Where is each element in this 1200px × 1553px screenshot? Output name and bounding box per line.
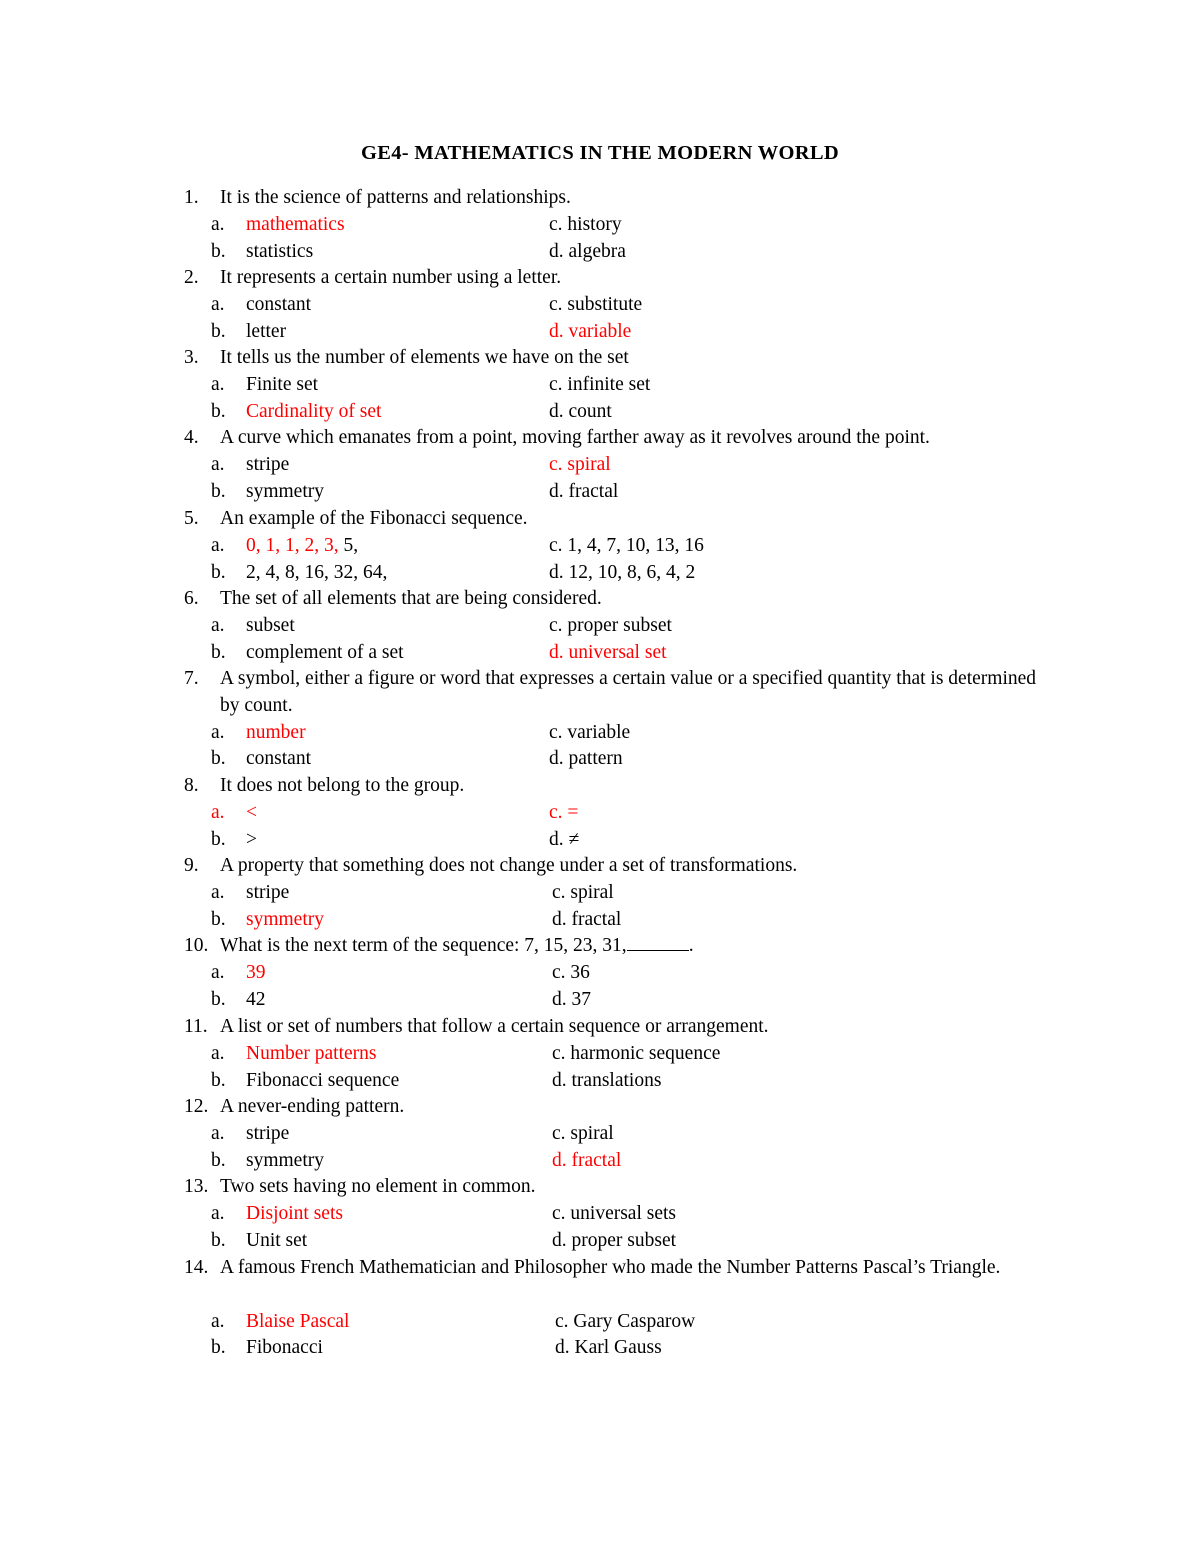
option-text bbox=[246, 1121, 289, 1148]
question-text bbox=[220, 506, 1040, 533]
option-d: d. 37 bbox=[552, 988, 591, 1010]
option-value: Unit set bbox=[246, 1229, 308, 1251]
option-text bbox=[246, 399, 381, 426]
question-text bbox=[220, 265, 1040, 292]
option-c: c. substitute bbox=[549, 293, 643, 315]
option-value: Fibonacci bbox=[246, 1337, 323, 1359]
question-text: What is the next term of the sequence: 7, 15, 23, 31, . bbox=[220, 935, 694, 956]
option-text bbox=[246, 560, 387, 587]
question-text bbox=[220, 1014, 1040, 1041]
question-stem: A curve which emanates from a point, moving farther away as it revolves around the point. bbox=[220, 427, 930, 448]
option-d-correct: d. variable bbox=[549, 320, 632, 342]
correct-answer: symmetry bbox=[246, 908, 324, 930]
question-text bbox=[220, 1094, 1040, 1121]
option-letter: a. bbox=[211, 721, 225, 743]
option-value: letter bbox=[246, 320, 287, 342]
question-stem: A property that something does not change under a set of transformations. bbox=[220, 855, 798, 876]
question-stem: A never-ending pattern. bbox=[220, 1096, 405, 1117]
option-value: Fibonacci sequence bbox=[246, 1069, 400, 1091]
option-c: c. spiral bbox=[552, 1122, 614, 1144]
question-number: 8. bbox=[184, 775, 199, 796]
option-d: d. ≠ bbox=[549, 828, 580, 850]
option-d: d. pattern bbox=[549, 748, 623, 770]
correct-answer: mathematics bbox=[246, 213, 345, 235]
question-number: 10. bbox=[184, 935, 209, 956]
question-stem: A list or set of numbers that follow a certain sequence or arrangement. bbox=[220, 1016, 769, 1037]
option-letter: a. bbox=[211, 614, 225, 636]
question-number: 2. bbox=[184, 267, 199, 288]
question-stem: It tells us the number of elements we have on the set bbox=[220, 347, 629, 368]
option-letter: b. bbox=[211, 400, 226, 422]
option-letter: a. bbox=[211, 1122, 225, 1144]
option-value: statistics bbox=[246, 240, 314, 262]
option-letter: b. bbox=[211, 320, 226, 342]
option-text bbox=[246, 1309, 349, 1336]
correct-answer: Cardinality of set bbox=[246, 400, 382, 422]
option-letter: b. bbox=[211, 1149, 226, 1171]
question-number: 9. bbox=[184, 855, 199, 876]
option-value: constant bbox=[246, 293, 311, 315]
option-letter: a. bbox=[211, 293, 225, 315]
option-letter: a. bbox=[211, 1042, 225, 1064]
option-text bbox=[246, 292, 311, 319]
option-c: c. variable bbox=[549, 721, 631, 743]
option-letter: b. bbox=[211, 988, 226, 1010]
option-c: c. infinite set bbox=[549, 373, 651, 395]
option-d: d. translations bbox=[552, 1069, 662, 1091]
option-c: c. spiral bbox=[552, 881, 614, 903]
option-d: d. proper subset bbox=[552, 1229, 677, 1251]
question-number: 11. bbox=[184, 1016, 208, 1037]
option-d: d. count bbox=[549, 400, 612, 422]
question-number: 1. bbox=[184, 187, 199, 208]
question-stem: The set of all elements that are being considered. bbox=[220, 588, 602, 609]
option-letter: a. bbox=[211, 373, 225, 395]
option-text bbox=[246, 239, 313, 266]
question-text bbox=[220, 345, 1040, 372]
question-number: 3. bbox=[184, 347, 199, 368]
question-stem: A famous French Mathematician and Philosopher who made the Number Patterns Pascal’s Triangle. bbox=[220, 1257, 1001, 1278]
question-stem: It is the science of patterns and relationships. bbox=[220, 187, 571, 208]
question-stem: A symbol, either a figure or word that expresses a certain value or a specified quantity that is determined by count. bbox=[220, 668, 1037, 716]
option-letter: b. bbox=[211, 1337, 226, 1359]
option-value: stripe bbox=[246, 453, 290, 475]
option-value: symmetry bbox=[246, 480, 324, 502]
question-number: 6. bbox=[184, 588, 199, 609]
option-letter: a. bbox=[211, 801, 225, 823]
option-d: d. fractal bbox=[552, 908, 622, 930]
option-d: d. 12, 10, 8, 6, 4, 2 bbox=[549, 561, 696, 583]
option-text bbox=[246, 880, 289, 907]
option-value: subset bbox=[246, 614, 295, 636]
option-value: > bbox=[246, 828, 257, 850]
question-stem: It represents a certain number using a letter. bbox=[220, 267, 562, 288]
question-number: 5. bbox=[184, 508, 199, 529]
option-c: c. 36 bbox=[552, 961, 590, 983]
correct-answer: < bbox=[246, 801, 257, 823]
option-text bbox=[246, 960, 266, 987]
option-c: c. harmonic sequence bbox=[552, 1042, 721, 1064]
option-text bbox=[246, 640, 404, 667]
option-c: c. history bbox=[549, 213, 622, 235]
question-text bbox=[220, 853, 1040, 880]
option-text bbox=[246, 1148, 324, 1175]
option-text bbox=[246, 1228, 307, 1255]
option-text bbox=[246, 319, 286, 346]
option-letter: b. bbox=[211, 480, 226, 502]
option-letter: a. bbox=[211, 453, 225, 475]
correct-answer: number bbox=[246, 721, 306, 743]
option-value: complement of a set bbox=[246, 641, 404, 663]
option-letter: a. bbox=[211, 1202, 225, 1224]
option-value: Finite set bbox=[246, 373, 319, 395]
question-number: 14. bbox=[184, 1257, 209, 1278]
option-letter: b. bbox=[211, 641, 226, 663]
option-d: d. Karl Gauss bbox=[555, 1337, 662, 1359]
option-text bbox=[246, 212, 345, 239]
option-text bbox=[246, 987, 266, 1014]
option-text bbox=[246, 1335, 323, 1362]
option-d-correct: d. fractal bbox=[552, 1149, 622, 1171]
option-text bbox=[246, 746, 311, 773]
correct-answer: Disjoint sets bbox=[246, 1202, 343, 1224]
option-c: c. 1, 4, 7, 10, 13, 16 bbox=[549, 534, 704, 556]
correct-answer: Blaise Pascal bbox=[246, 1310, 350, 1332]
option-c: c. universal sets bbox=[552, 1202, 677, 1224]
question-text bbox=[220, 773, 1040, 800]
option-c-correct: c. spiral bbox=[549, 453, 611, 475]
question-stem: What is the next term of the sequence: 7, 15, 23, 31, bbox=[220, 935, 627, 956]
option-letter: a. bbox=[211, 213, 225, 235]
option-text bbox=[246, 613, 295, 640]
option-text bbox=[246, 1041, 377, 1068]
option-letter: a. bbox=[211, 534, 225, 556]
option-value: 42 bbox=[246, 988, 266, 1010]
option-letter: a. bbox=[211, 961, 225, 983]
option-text bbox=[246, 827, 257, 854]
question-text bbox=[220, 1174, 1040, 1201]
option-value: stripe bbox=[246, 1122, 290, 1144]
option-d: d. algebra bbox=[549, 240, 626, 262]
option-c: c. Gary Casparow bbox=[555, 1310, 696, 1332]
option-d-correct: d. universal set bbox=[549, 641, 667, 663]
question-text bbox=[220, 586, 1040, 613]
option-text bbox=[246, 372, 318, 399]
question-number: 12. bbox=[184, 1096, 209, 1117]
option-tail: 5, bbox=[338, 534, 359, 556]
option-c-correct: c. = bbox=[549, 801, 579, 823]
option-text bbox=[246, 1201, 343, 1228]
option-value: symmetry bbox=[246, 1149, 324, 1171]
option-letter: b. bbox=[211, 748, 226, 770]
question-stem: Two sets having no element in common. bbox=[220, 1176, 536, 1197]
question-number: 13. bbox=[184, 1176, 209, 1197]
option-c: c. proper subset bbox=[549, 614, 672, 636]
option-letter: b. bbox=[211, 828, 226, 850]
question-stem: It does not belong to the group. bbox=[220, 775, 465, 796]
correct-answer: 0, 1, 1, 2, 3, bbox=[246, 534, 339, 556]
option-letter: b. bbox=[211, 1229, 226, 1251]
option-text bbox=[246, 720, 306, 747]
option-letter: b. bbox=[211, 561, 226, 583]
option-d: d. fractal bbox=[549, 480, 619, 502]
question-text bbox=[220, 1255, 1040, 1282]
option-text bbox=[246, 907, 324, 934]
option-text bbox=[246, 452, 289, 479]
question-text bbox=[220, 666, 1040, 720]
option-letter: a. bbox=[211, 1310, 225, 1332]
question-number: 4. bbox=[184, 427, 199, 448]
question-stem: An example of the Fibonacci sequence. bbox=[220, 508, 528, 529]
question-number: 7. bbox=[184, 668, 199, 689]
option-letter: a. bbox=[211, 881, 225, 903]
question-text bbox=[220, 185, 1040, 212]
option-value: constant bbox=[246, 748, 311, 770]
option-text bbox=[246, 800, 257, 827]
option-letter: b. bbox=[211, 240, 226, 262]
correct-answer: 39 bbox=[246, 961, 266, 983]
option-value: stripe bbox=[246, 881, 290, 903]
question-text bbox=[220, 425, 1040, 452]
answer-blank bbox=[627, 933, 689, 951]
option-text bbox=[246, 1068, 399, 1095]
correct-answer: Number patterns bbox=[246, 1042, 377, 1064]
option-value: 2, 4, 8, 16, 32, 64, bbox=[246, 561, 388, 583]
document-title: GE4- MATHEMATICS IN THE MODERN WORLD bbox=[361, 142, 839, 164]
option-text bbox=[246, 479, 324, 506]
option-letter: b. bbox=[211, 1069, 226, 1091]
option-text bbox=[246, 533, 358, 560]
option-letter: b. bbox=[211, 908, 226, 930]
